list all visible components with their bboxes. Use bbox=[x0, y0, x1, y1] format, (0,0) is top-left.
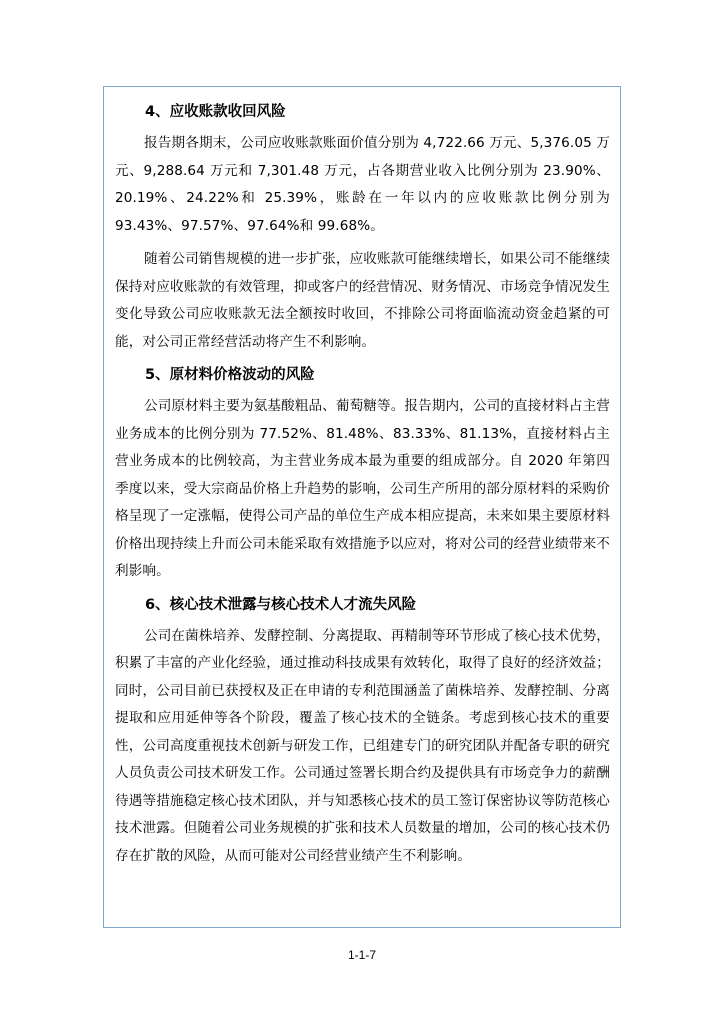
paragraph-receivables-impact: 随着公司销售规模的进一步扩张，应收账款可能继续增长，如果公司不能继续保持对应收账款的有效管理，抑或客户的经营情况、财务情况、市场竞争情况发生变化导致公司应收账款无法全额按时收回，不排除公司将面临流动资金趋紧的可能，对公司正常经营活动将产生不利影响。 bbox=[115, 251, 610, 350]
paragraph-raw-material: 公司原材料主要为氨基酸粗品、葡萄糖等。报告期内，公司的直接材料占主营业务成本的比例分别为 77.52%、81.48%、83.33%、81.13%，直接材料占主营业务成本的比例较高，为主营业务成本最为重要的组成部分。自 2020 年第四季度以来，受大宗商品价格上升趋势的影响，公司生产所用的部分原材料的采购价格呈现了一定涨幅，使得公司产品的单位生产成本相应提高，未来如果主要原材料价格出现持续上升而公司未能采取有效措施予以应对，将对公司的经营业绩带来不利影响。 bbox=[115, 398, 610, 579]
content-frame bbox=[103, 86, 621, 928]
section-heading-receivables-risk: 4、应收账款收回风险 bbox=[145, 104, 286, 120]
section-heading-raw-material-risk: 5、原材料价格波动的风险 bbox=[145, 367, 315, 383]
page-number: 1-1-7 bbox=[347, 948, 376, 962]
paragraph-receivables-values: 报告期各期末，公司应收账款账面价值分别为 4,722.66 万元、5,376.05 万元、9,288.64 万元和 7,301.48 万元，占各期营业收入比例分别为 23.90%、20.19%、24.22%和 25.39%，账龄在一年以内的应收账款比例分别为 93.43%、97.57%、97.64%和 99.68%。 bbox=[115, 135, 610, 234]
section-heading-core-tech-risk: 6、核心技术泄露与核心技术人才流失风险 bbox=[145, 596, 417, 613]
paragraph-core-tech: 公司在菌株培养、发酵控制、分离提取、再精制等环节形成了核心技术优势，积累了丰富的产业化经验，通过推动科技成果有效转化，取得了良好的经济效益；同时，公司目前已获授权及正在申请的专利范围涵盖了菌株培养、发酵控制、分离提取和应用延伸等各个阶段，覆盖了核心技术的全链条。考虑到核心技术的重要性，公司高度重视技术创新与研发工作，已组建专门的研究团队并配备专职的研究人员负责公司技术研发工作。公司通过签署长期合约及提供具有市场竞争力的薪酬待遇等措施稳定核心技术团队，并与知悉核心技术的员工签订保密协议等防范核心技术泄露。但随着公司业务规模的扩张和技术人员数量的增加，公司的核心技术仍存在扩散的风险，从而可能对公司经营业绩产生不利影响。 bbox=[115, 627, 610, 864]
